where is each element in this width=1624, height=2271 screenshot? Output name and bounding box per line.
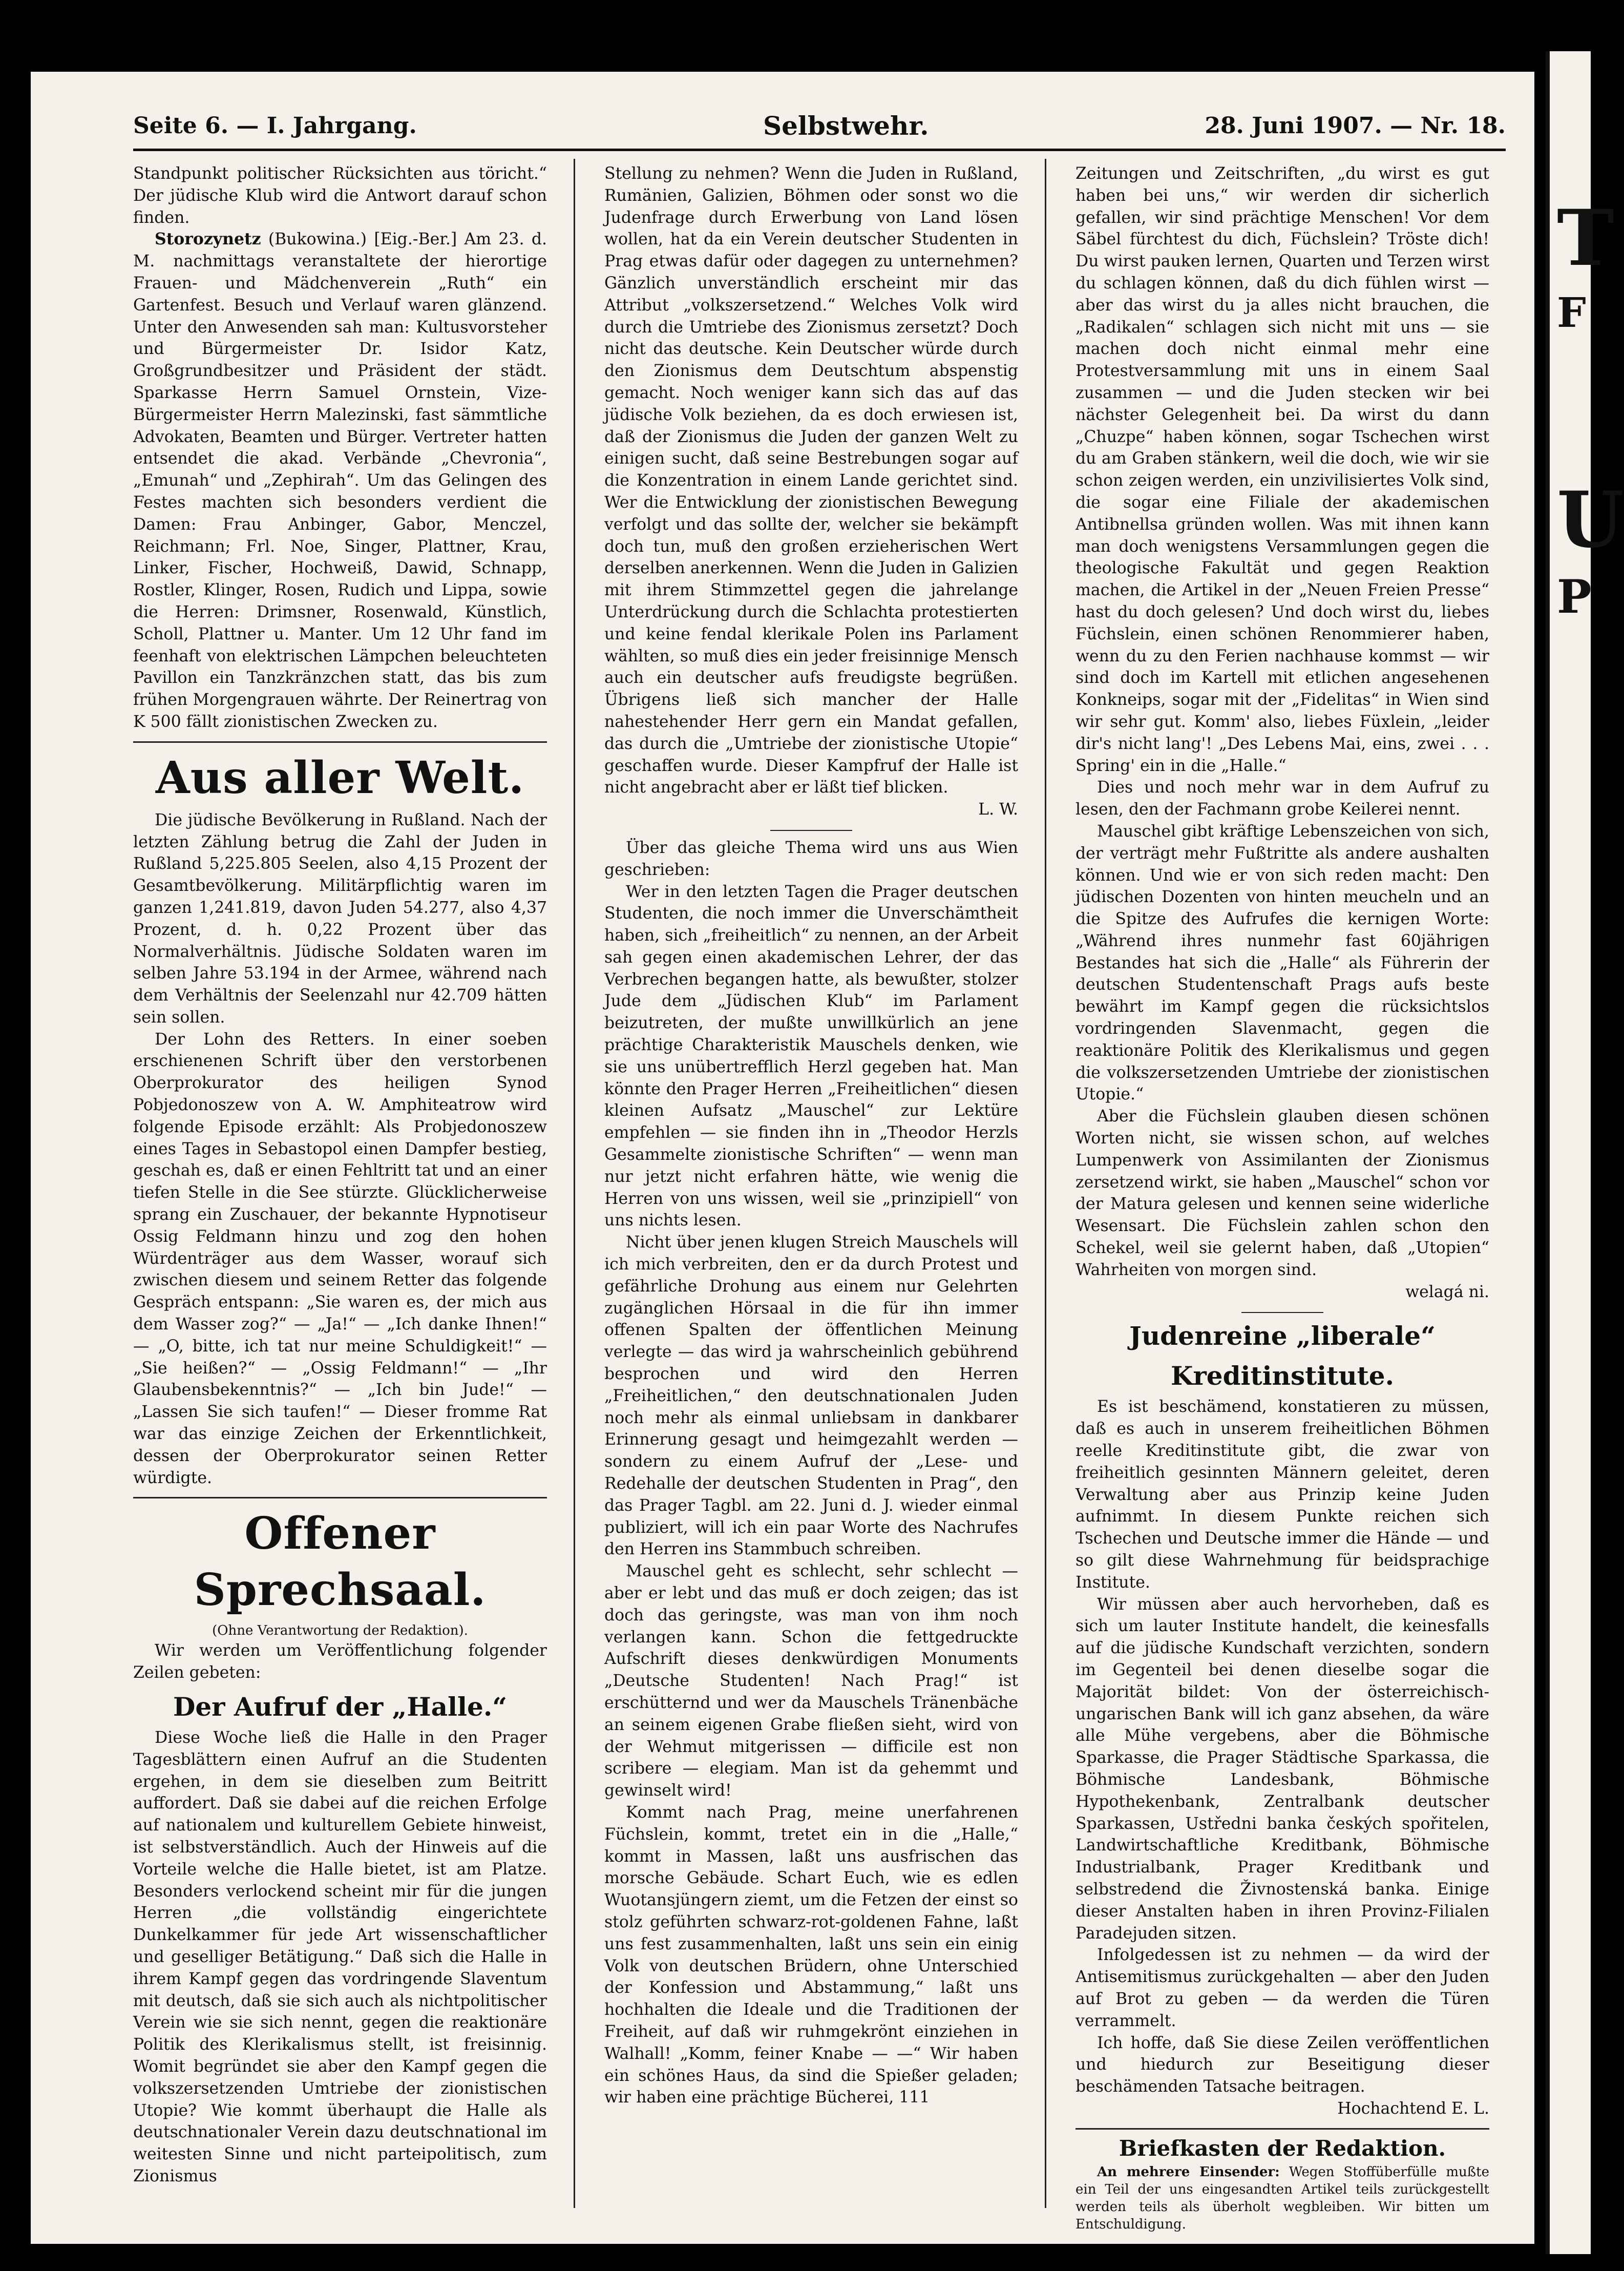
column-divider-2 [1045, 159, 1046, 2208]
judenreine-para: Wir müssen aber auch hervorheben, daß es sich um lauter Institute handelt, die keinesfalls auf die jüdische Kundschaft verzichten, sondern im Gegenteil bei denen dieselbe sogar die Majorität bildet: Von der österreichisch-ungarischen Bank will ich ganz absehen, da wäre alle Mühe vergebens, aber die Böhmische Sparkasse, die Prager Städtische Sparkassa, die Böhmische Landesbank, Böhmische Hypothekenbank, Zentralbank deutscher Sparkassen, Ustředni banka českých spořitelen, Landwirtschaftliche Kreditbank, Böhmische Industrialbank, Prager Kreditbank und selbstredend die Živnostenská banka. Einige dieser Anstalten haben in ihren Provinz-Filialen Paradejuden sitzen. [1075, 1595, 1489, 1943]
storoz-tag: [Eig.-Ber.] [374, 230, 457, 249]
col3-para-1: Zeitungen und Zeitschriften, „du wirst es gut haben bei uns,“ wir werden dir sicherlich gefallen, wir sind prächtige Menschen! Vor dem Säbel fürchtest du dich, Füchslein? Tröste dich! Du wirst pauken lernen, Quarten und Terzen wirst du schlagen können, daß du dich fühlen wirst — aber das wirst du ja alles nicht brauchen, die „Radikalen“ schlagen sich nicht mit uns — sie machen doch nicht einmal mehr eine Protestversammlung mit uns in einem Saal zusammen — und die Juden stecken wir bei nächster Gelegenheit bei. Da wirst du dann „Chuzpe“ haben können, sogar Tschechen wirst du am Graben stänkern, weil die doch, wie wir sie schon zeigen werden, ein unzivilisiertes Volk sind, die sogar eine Filiale der akademischen Antibnellsa gründen wollen. Was mit ihnen kann man doch wenigstens Versammlungen gegen die theologische Fakultät und gegen Reaktion machen, die Artikel in der „Neuen Freien Presse“ hast du doch gelesen? Und doch wirst du, liebes Füchslein, einen schönen Renommierer haben, wenn du zu den Ferien nachhause kommst — wir sind doch im Kartell mit etlichen angesehenen Konkneips, sogar mit der „Fidelitas“ in Wien sind wir sehr gut. Komm' also, liebes Füxlein, „leider dir's nicht lang'! „Des Lebens Mai, eins, zwei . . . Spring' ein in die „Halle.“ [1075, 164, 1489, 775]
col3-para: Aber die Füchslein glauben diesen schönen Worten nicht, sie wissen schon, auf welches Lumpenwerk von Assimilanten der Zionismus zersetzend wirkt, sie haben „Mauschel“ schon vor der Matura gelesen und kennen seine widerliche Wesensart. Die Füchslein zahlen schon den Schekel, weil sie gelernt haben, daß „Utopien“ Wahrheiten von morgen sind. [1075, 1107, 1489, 1279]
col3-para: Dies und noch mehr war in dem Aufruf zu lesen, den der Fachmann grobe Keilerei nennt. [1075, 778, 1489, 819]
adjacent-page-letter: T [1557, 193, 1614, 283]
short-rule [1241, 1312, 1323, 1313]
col2-intro-2: Über das gleiche Thema wird uns aus Wien geschrieben: [604, 838, 1018, 879]
storoz-text: Am 23. d. M. nachmittags veranstaltete der hierortige Frauen- und Mädchenverein „Ruth“ ein Gartenfest. Besuch und Verlauf waren glänzend. Unter den Anwesenden sah man: Kultusvorsteher und Bürgermeister Dr. Isidor Katz, Großgrundbesitzer und Präsident der städt. Sparkasse Herrn Samuel Ornstein, Vize-Bürgermeister Herrn Malezinski, fast sämmtliche Advokaten, Beamten und Bürger. Vertreter hatten entsendet die akad. Verbände „Chevronia“, „Emunah“ und „Zephirah“. Um das Gelingen des Festes machten sich besonders verdient die Damen: Frau Anbinger, Gabor, Menczel, Reichmann; Frl. Noe, Singer, Plattner, Krau, Linker, Fischer, Hochweiß, Dawid, Schnapp, Rostler, Klinger, Rosen, Rudich und Lippa, sowie die Herren: Drimsner, Rosenwald, Künstlich, Scholl, Plattner u. Manter. Um 12 Uhr fand im feenhaft von elektrischen Lämpchen beleuchteten Pavillon ein Tanzkränzchen statt, das bis zum frühen Morgengrauen währte. Der Reinertrag von K 500 fällt zionistischen Zwecken zu. [133, 230, 547, 731]
section-rule [1075, 2128, 1489, 2130]
page-edge-bar [1546, 51, 1550, 2254]
col2-para-1-signature: L. W. [978, 800, 1018, 819]
column-1 [133, 163, 547, 2212]
judenreine-title-1: Judenreine „liberale“ [1129, 1321, 1436, 1351]
briefkasten-text: Wegen Stoffüberfülle mußte ein Teil der uns eingesandten Artikel teils zurückgestellt werden teils als überholt wegbleiben. Wir bitten um Entschuldigung. [1075, 2164, 1490, 2232]
col1-top-paragraph: Standpunkt politischer Rücksichten aus töricht.“ Der jüdische Klub wird die Antwort darauf schon finden. [133, 164, 547, 227]
briefkasten-lead: An mehrere Einsender: [1097, 2164, 1280, 2180]
column-3 [1075, 163, 1490, 2232]
col2-para: Mauschel geht es schlecht, sehr schlecht — aber er lebt und das muß er doch zeigen; das ist doch das geringste, was man von ihm noch verlangen kann. Schon die fettgedruckte Aufschrift dieses denkwürdigen Monuments „Deutsche Studenten! Nach Prag!“ ist erschütternd und wer da Mauschels Tränenbäche an seinem eigenen Grabe fließen sieht, wird von der Wehmut mitgerissen — difficile est non scribere — elegiam. Man ist da gehemmt und gewinselt wird! [604, 1562, 1018, 1800]
col2-para: Kommt nach Prag, meine unerfahrenen Füchslein, kommt, tretet ein in die „Halle,“ kommt in Massen, laßt uns ausfrischen das morsche Gebäude. Schart Euch, wie es edlen Wuotansjüngern ziemt, um die Fetzen der einst so stolz geführten schwarz-rot-goldenen Fahne, laßt uns fest zusammenhalten, laßt uns sein ein einig Volk von deutschen Brüdern, ohne Unterschied der Konfession und Abstammung,“ laßt uns hochhalten die Ideale und die Traditionen der Freiheit, auf daß wir ruhmgekrönt einziehen in Walhall! „Komm, feiner Knabe — —“ Wir haben ein schönes Haus, da sind die Spießer geladen; wir haben eine prächtige Bücherei, 111 [604, 1803, 1018, 2107]
header-page-info: Seite 6. — I. Jahrgang. [133, 113, 417, 139]
adjacent-page-letter: U [1557, 475, 1624, 565]
briefkasten-note [1075, 2163, 1489, 2233]
briefkasten-title: Briefkasten der Redaktion. [1119, 2135, 1446, 2161]
col3-signature: welagá ni. [1405, 1282, 1489, 1301]
storoz-place: Storozynetz [155, 230, 261, 249]
judenreine-para: Es ist beschämend, konstatieren zu müssen, daß es auch in unserem freiheitlichen Böhmen reelle Kreditinstitute gibt, die zwar von freiheitlich gesinnten Männern geleitet, deren Verwaltung aber aus Prinzip keine Juden aufnimmt. In diesem Punkte reichen sich Tschechen und Deutsche immer die Hände — und so gilt diese Wahrnehmung für beidsprachige Institute. [1075, 1398, 1489, 1592]
judenreine-para: Ich hoffe, daß Sie diese Zeilen veröffentlichen und hiedurch zur Beseitigung dieser beschämenden Tatsache beitragen. [1075, 2033, 1489, 2096]
storoz-article [133, 228, 547, 733]
header-masthead: Selbstwehr. [763, 111, 929, 141]
sprechsaal-title: Offener Sprechsaal. [194, 1508, 487, 1616]
adjacent-page-strip [1546, 51, 1624, 2254]
short-rule [770, 830, 852, 831]
section-rule [133, 741, 547, 743]
sprechsaal-subtitle: Der Aufruf der „Halle.“ [173, 1692, 508, 1722]
adjacent-page-letter: F [1557, 288, 1586, 337]
aus-aller-welt-para-2: Der Lohn des Retters. In einer soeben erschienenen Schrift über den verstorbenen Oberprokurator des heiligen Synod Pobjedonoszew von A. W. Amphiteatrow wird folgende Episode erzählt: Als Probjedonoszew eines Tages in Sebastopol einen Dampfer bestieg, geschah es, daß er einen Fehltritt tat und an einer tiefen Stelle in die See stürzte. Glücklicherweise sprang ein Zuschauer, der bekannte Hypnotiseur Ossig Feldmann hinzu und zog den hohen Würdenträger aus dem Wasser, worauf sich zwischen diesem und seinem Retter das folgende Gespräch entspann: „Sie waren es, der mich aus dem Wasser zog?“ — „Ja!“ — „Ich danke Ihnen!“ — „O, bitte, ich tat nur meine Schuldigkeit!“ — „Sie heißen?“ — „Ossig Feldmann!“ — „Ihr Glaubensbekenntnis?“ — „Ich bin Jude!“ — „Lassen Sie sich taufen!“ — Dieser fromme Rat war das einzige Zeichen der Erkenntlichkeit, dessen der Oberprokurator seinen Retter würdigte. [133, 1030, 547, 1487]
column-2 [604, 163, 1018, 2212]
aus-aller-welt-title: Aus aller Welt. [155, 752, 525, 804]
header-rule [133, 149, 1506, 151]
header-date-issue: 28. Juni 1907. — Nr. 18. [1205, 113, 1506, 139]
judenreine-title-2: Kreditinstitute. [1170, 1361, 1394, 1391]
sprechsaal-note: (Ohne Verantwortung der Redaktion). [212, 1623, 468, 1639]
column-divider-1 [574, 159, 575, 2208]
col3-para: Mauschel gibt kräftige Lebenszeichen von sich, der verträgt mehr Fußtritte als andere aushalten können. Und wie er von sich reden macht: Den jüdischen Dozenten von hinten meucheln und an die Spitze des Aufrufes die kernigen Worte: „Während ihres nunmehr fast 60jährigen Bestandes hat sich die „Halle“ als Führerin der deutschen Studentenschaft Prags aufs beste bewährt im Kampf gegen die rücksichtslos vordringenden Slavenmacht, gegen die reaktionäre Politik des Klerikalismus und gegen die volkszersetzenden Umtriebe der zionistischen Utopie.“ [1075, 822, 1489, 1104]
newspaper-page [31, 72, 1534, 2244]
section-rule [133, 1497, 547, 1498]
col2-para: Nicht über jenen klugen Streich Mauschels will ich mich verbreiten, den er da durch Protest und gefährliche Drohung aus einem nur Gelehrten zugänglichen Hörsaal in die für ihn immer offenen Spalten der öffentlichen Meinung verlegte — das wird ja wahrscheinlich gebührend besprochen und wird den Herren „Freiheitlichen,“ den deutschnationalen Juden noch mehr als einmal unliebsam in dankbarer Erinnerung gesagt und heimgezahlt werden — sondern zu einem Aufruf der „Lese- und Redehalle der deutschen Studenten in Prag“, den das Prager Tagbl. am 22. Juni d. J. wieder einmal publiziert, will ich ein paar Worte des Nachrufes den Herren ins Stammbuch schreiben. [604, 1233, 1018, 1559]
col2-para-1: Stellung zu nehmen? Wenn die Juden in Rußland, Rumänien, Galizien, Böhmen oder sonst wo die Judenfrage durch Erwerbung von Land lösen wollen, hat da ein Verein deutscher Studenten in Prag etwas dafür oder dagegen zu unternehmen? Gänzlich unverständlich erscheint mir das Attribut „volkszersetzend.“ Welches Volk wird durch die Umtriebe des Zionismus zersetzt? Doch nicht das deutsche. Kein Deutscher würde durch den Zionismus dem Deutschtum abspenstig gemacht. Noch weniger kann sich das auf das jüdische Volk beziehen, da es doch erwiesen ist, daß der Zionismus die Juden der ganzen Welt zu einigen sucht, daß seine Bestrebungen sogar auf die Konzentration in einem Lande gerichtet sind. Wer die Entwicklung der zionistischen Bewegung verfolgt und das sollte der, welcher sie bekämpft doch tun, muß den großen erzieherischen Wert derselben anerkennen. Wenn die Juden in Galizien mit ihrem Stimmzettel gegen die jahrelange Unterdrückung durch die Schlachta protestierten und keine fendal klerikale Polen ins Parlament wählten, so muß dies ein jeder freisinnige Mensch auch ein deutscher aufs freudigste begrüßen. Übrigens ließ sich mancher der Halle nahestehender Herr gern ein Mandat gefallen, das durch die „Umtriebe der zionistische Utopie“ geschaffen wurde. Dieser Kampfruf der Halle ist nicht angebracht aber er läßt tief blicken. [604, 164, 1018, 797]
col2-para: Wer in den letzten Tagen die Prager deutschen Studenten, die noch immer die Unverschämtheit haben, sich „freiheitlich“ zu nennen, an der Arbeit sah gegen einen akademischen Lehrer, der das Verbrechen begangen hatte, als bewußter, stolzer Jude dem „Jüdischen Klub“ im Parlament beizutreten, der mußte unwillkürlich an jene prächtige Charakteristik Mauschels denken, wie sie uns unübertrefflich Herzl gegeben hat. Man könnte den Prager Herren „Freiheitlichen“ diesen kleinen Aufsatz „Mauschel“ zur Lektüre empfehlen — sie finden ihn in „Theodor Herzls Gesammelte zionistische Schriften“ — wenn man nur jetzt nicht erfahren hätte, wie wenig die Herren von uns wissen, weil sie „prinzipiell“ von uns nichts lesen. [604, 882, 1018, 1230]
sprechsaal-intro: Wir werden um Veröffentlichung folgender Zeilen gebeten: [133, 1641, 547, 1682]
sprechsaal-text: Diese Woche ließ die Halle in den Prager Tagesblättern einen Aufruf an die Studenten ergehen, in dem sie dieselben zum Beitritt auffordert. Daß sie dabei auf die reichen Erfolge auf nationalem und kulturellem Gebiete hinweist, ist selbstverständlich. Auch der Hinweis auf die Vorteile welche die Halle bietet, ist am Platze. Besonders verlockend scheint mir für die jungen Herren „die vollständig eingerichtete Dunkelkammer für jede Art wissenschaftlicher und geselliger Betätigung.“ Daß sich die Halle in ihrem Kampf gegen das vordringende Slaventum mit deutsch, daß sie sich auch als nichtpolitischer Verein wie sie sich nennt, gegen die reaktionäre Politik des Klerikalismus stellt, ist freisinnig. Womit begründet sie aber den Kampf gegen die volkszersetzenden Umtriebe der zionistischen Utopie? Wie kommt überhaupt die Halle als deutschnationaler Verein dazu deutschnational im weitesten Sinne und nicht parteipolitisch, zum Zionismus [133, 1728, 547, 2185]
storoz-region: (Bukowina.) [268, 230, 367, 249]
adjacent-page-letter: P [1557, 570, 1592, 624]
aus-aller-welt-para-1: Die jüdische Bevölkerung in Rußland. Nach der letzten Zählung betrug die Zahl der Juden in Rußland 5,225.805 Seelen, also 4,15 Prozent der Gesamtbevölkerung. Militärpflichtig waren im ganzen 1,241.819, davon Juden 54.277, also 4,37 Prozent, d. h. 0,22 Prozent über das Normalverhältnis. Jüdische Soldaten waren im selben Jahre 53.194 in der Armee, während nach dem Verhältnis der Seelenzahl nur 42.709 hätten sein sollen. [133, 810, 547, 1027]
page-header [133, 102, 1506, 149]
judenreine-para: Infolgedessen ist zu nehmen — da wird der Antisemitismus zurückgehalten — aber den Juden auf Brot zu geben — da werden die Türen verrammelt. [1075, 1946, 1489, 2030]
judenreine-signature: Hochachtend E. L. [1337, 2099, 1489, 2118]
